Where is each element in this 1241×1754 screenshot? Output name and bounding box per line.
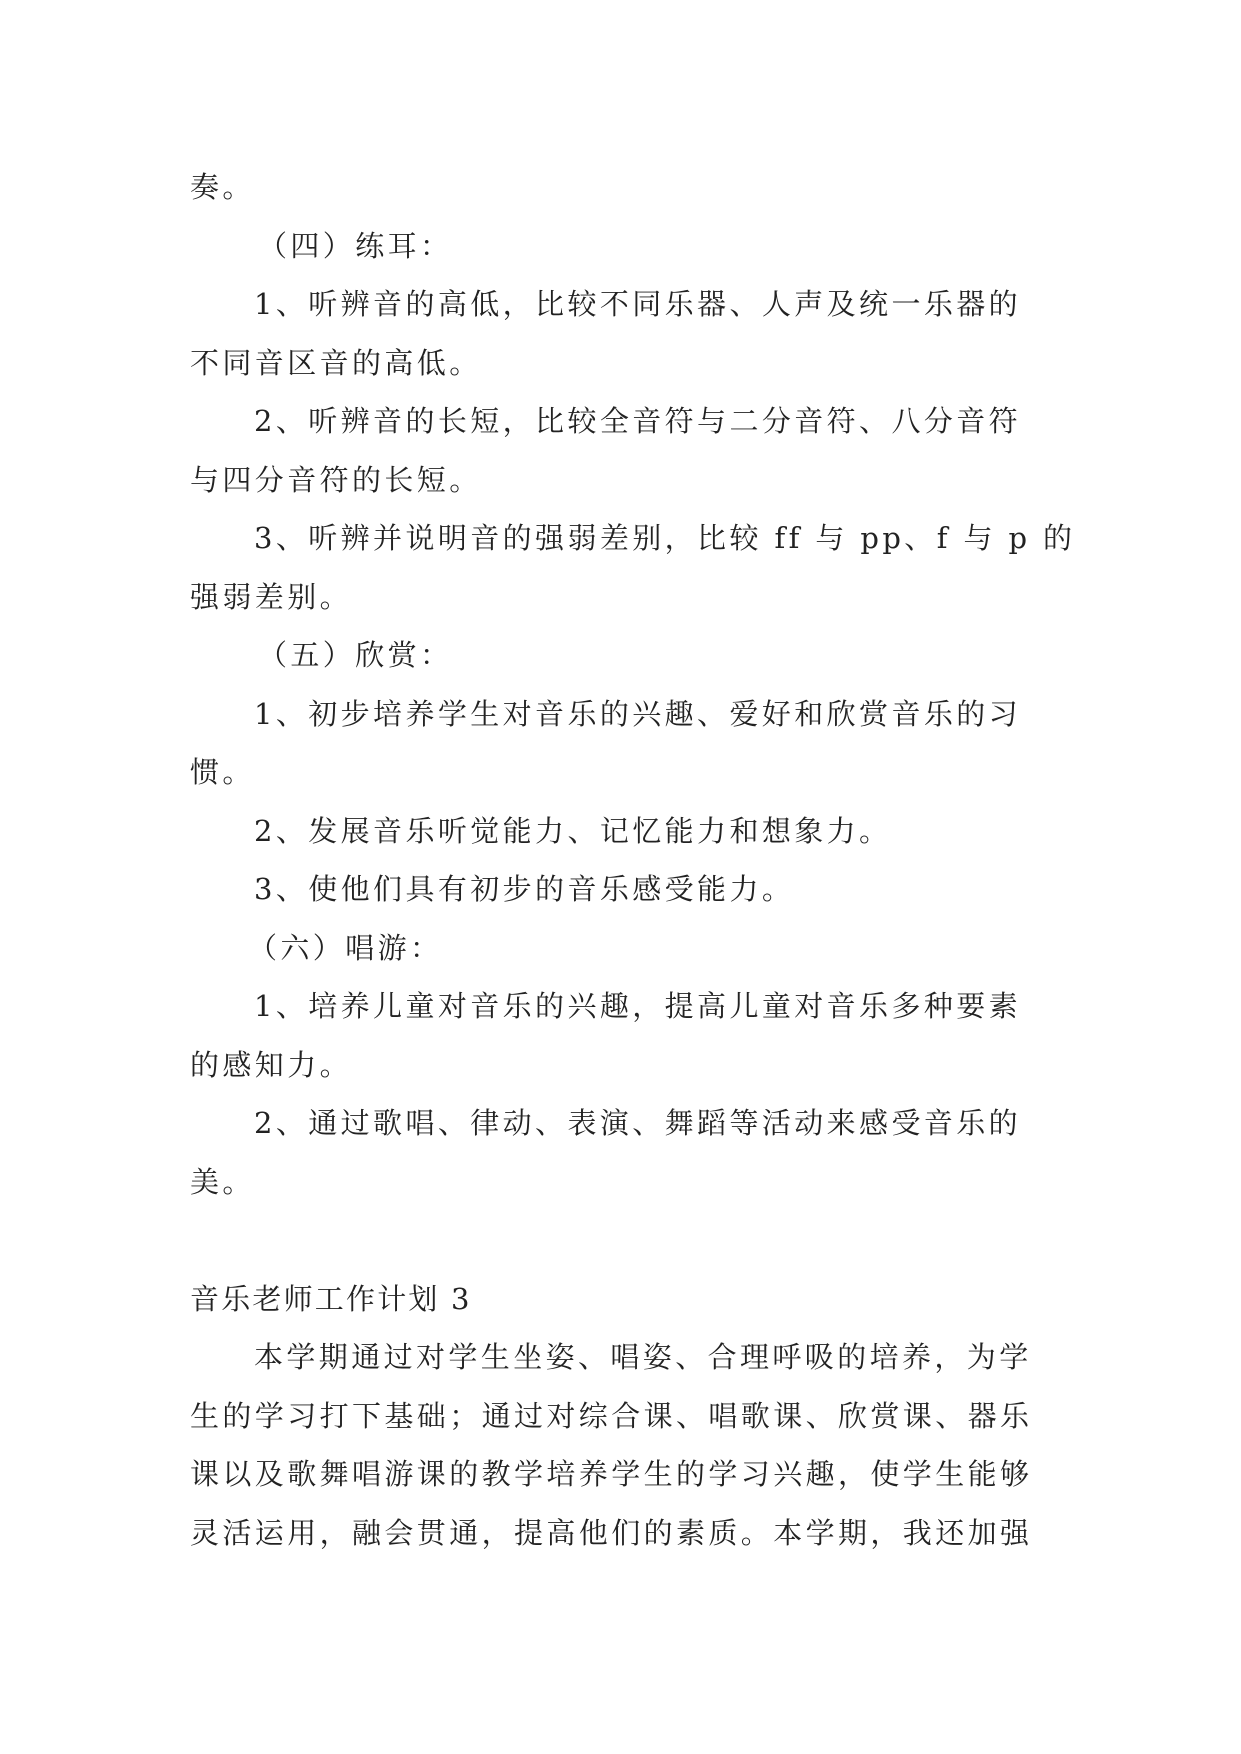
section-heading-singing-games: （六）唱游： — [248, 930, 443, 965]
text-line: 2、通过歌唱、律动、表演、舞蹈等活动来感受音乐的 — [254, 1106, 1022, 1140]
text-line: 惯。 — [190, 755, 255, 789]
document-body — [190, 158, 1076, 1562]
paragraph-line: 课以及歌舞唱游课的教学培养学生的学习兴趣，使学生能够 — [190, 1457, 1033, 1491]
section-heading-ear-training: （四）练耳： — [258, 228, 453, 263]
text-line: 3、使他们具有初步的音乐感受能力。 — [254, 872, 795, 906]
text-line: 强弱差别。 — [190, 579, 353, 614]
text-line: 2、听辨音的长短，比较全音符与二分音符、八分音符 — [254, 404, 1022, 438]
text-line: 1、培养儿童对音乐的兴趣，提高儿童对音乐多种要素 — [254, 989, 1022, 1023]
section-title: 音乐老师工作计划 3 — [190, 1281, 472, 1316]
paragraph-line: 灵活运用，融会贯通，提高他们的素质。本学期，我还加强 — [190, 1515, 1033, 1550]
section-heading-appreciation: （五）欣赏： — [258, 638, 453, 672]
text-line: 奏。 — [190, 170, 255, 204]
paragraph-line: 生的学习打下基础；通过对综合课、唱歌课、欣赏课、器乐 — [190, 1398, 1033, 1433]
text-line: 的感知力。 — [190, 1047, 353, 1082]
text-line: 不同音区音的高低。 — [190, 345, 482, 380]
text-line: 3、听辨并说明音的强弱差别，比较 ff 与 pp、f 与 p 的 — [254, 521, 1076, 555]
text-line: 与四分音符的长短。 — [190, 462, 482, 497]
paragraph-line: 本学期通过对学生坐姿、唱姿、合理呼吸的培养，为学 — [254, 1340, 1032, 1374]
text-line: 1、初步培养学生对音乐的兴趣、爱好和欣赏音乐的习 — [254, 696, 1022, 731]
text-line: 2、发展音乐听觉能力、记忆能力和想象力。 — [254, 813, 892, 848]
text-line: 1、听辨音的高低，比较不同乐器、人声及统一乐器的 — [254, 287, 1022, 321]
paragraph-spacer — [190, 1211, 1058, 1270]
text-line: 美。 — [190, 1164, 255, 1199]
